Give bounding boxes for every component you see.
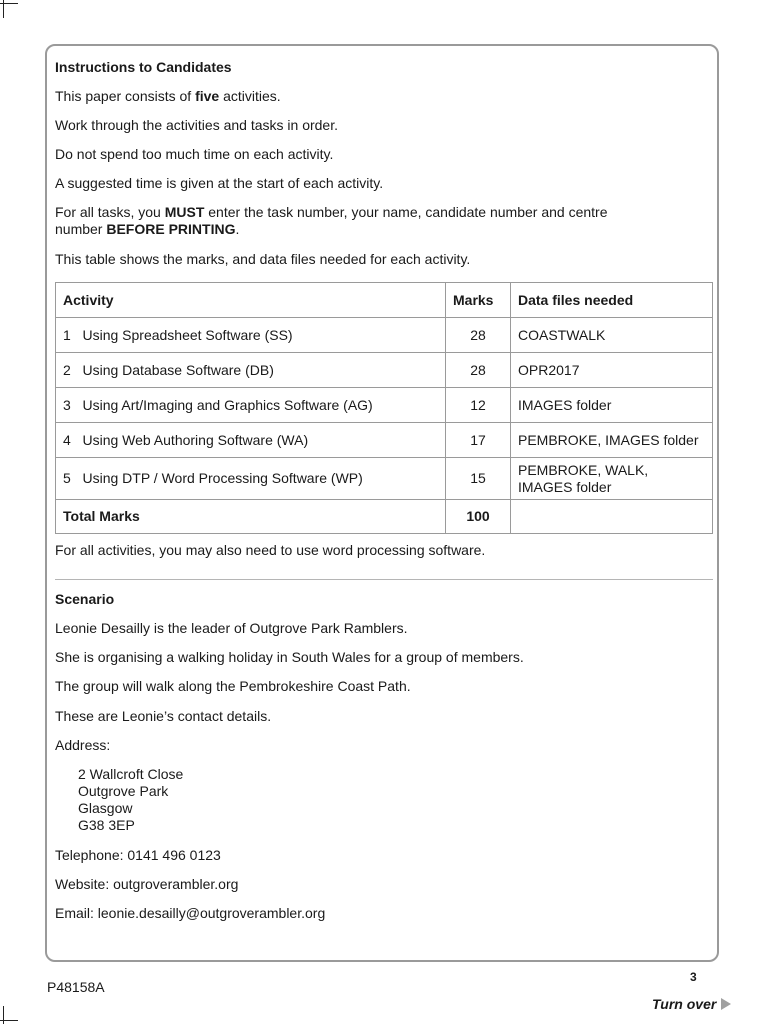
activities-table bbox=[55, 282, 713, 534]
instructions-line-2: Work through the activities and tasks in order. bbox=[55, 117, 338, 133]
scenario-line-2: She is organising a walking holiday in South Wales for a group of members. bbox=[55, 649, 524, 665]
address-block bbox=[78, 766, 183, 834]
turn-over-arrow-icon bbox=[721, 998, 731, 1010]
instructions-line-1: This paper consists of five activities. bbox=[55, 88, 281, 104]
turn-over-label: Turn over bbox=[652, 996, 717, 1012]
activity-cell: 5 Using DTP / Word Processing Software (WP) bbox=[56, 458, 446, 500]
address-line: 2 Wallcroft Close bbox=[78, 766, 184, 782]
table-row bbox=[56, 318, 713, 353]
instructions-heading: Instructions to Candidates bbox=[55, 59, 232, 75]
marks-cell: 12 bbox=[446, 388, 511, 423]
files-cell: IMAGES folder bbox=[511, 388, 713, 423]
header-data-files: Data files needed bbox=[511, 283, 713, 318]
instructions-line-6: This table shows the marks, and data files needed for each activity. bbox=[55, 251, 471, 267]
files-cell: COASTWALK bbox=[511, 318, 713, 353]
total-label: Total Marks bbox=[56, 500, 446, 534]
total-value: 100 bbox=[446, 500, 511, 534]
section-divider bbox=[55, 579, 713, 580]
instructions-line-3: Do not spend too much time on each activity. bbox=[55, 146, 334, 162]
scenario-line-3: The group will walk along the Pembrokeshire Coast Path. bbox=[55, 678, 411, 694]
crop-mark-bottom-left-h bbox=[0, 1020, 18, 1021]
address-line: Outgrove Park bbox=[78, 783, 169, 799]
website: Website: outgroverambler.org bbox=[55, 876, 239, 892]
after-table-note: For all activities, you may also need to use word processing software. bbox=[55, 542, 486, 558]
crop-mark-top-left-h bbox=[0, 3, 18, 4]
activity-cell: 4 Using Web Authoring Software (WA) bbox=[56, 423, 446, 458]
address-line: G38 3EP bbox=[78, 817, 135, 833]
scenario-line-1: Leonie Desailly is the leader of Outgrove Park Ramblers. bbox=[55, 620, 408, 636]
files-cell: PEMBROKE, WALK, IMAGES folder bbox=[511, 458, 713, 500]
marks-cell: 15 bbox=[446, 458, 511, 500]
paper-code: P48158A bbox=[47, 979, 105, 995]
crop-mark-bottom-left-v bbox=[3, 1006, 4, 1024]
marks-cell: 17 bbox=[446, 423, 511, 458]
table-row bbox=[56, 388, 713, 423]
address-line: Glasgow bbox=[78, 800, 133, 816]
activity-cell: 3 Using Art/Imaging and Graphics Software (AG) bbox=[56, 388, 446, 423]
page-number: 3 bbox=[690, 970, 697, 984]
total-empty-cell bbox=[511, 500, 713, 534]
instructions-line-4: A suggested time is given at the start of each activity. bbox=[55, 175, 384, 191]
activity-cell: 1 Using Spreadsheet Software (SS) bbox=[56, 318, 446, 353]
address-label: Address: bbox=[55, 737, 111, 753]
marks-cell: 28 bbox=[446, 353, 511, 388]
header-activity: Activity bbox=[56, 283, 446, 318]
table-header-row bbox=[56, 283, 713, 318]
table-row bbox=[56, 423, 713, 458]
table-row bbox=[56, 458, 713, 500]
table-total-row bbox=[56, 500, 713, 534]
email: Email: leonie.desailly@outgroverambler.org bbox=[55, 905, 326, 921]
scenario-heading: Scenario bbox=[55, 591, 115, 607]
scenario-line-4: These are Leonie’s contact details. bbox=[55, 708, 272, 724]
table-row bbox=[56, 353, 713, 388]
instructions-line-5: For all tasks, you MUST enter the task number, your name, candidate number and centre number BEFORE PRINTING. bbox=[55, 204, 608, 237]
marks-cell: 28 bbox=[446, 318, 511, 353]
activity-cell: 2 Using Database Software (DB) bbox=[56, 353, 446, 388]
files-cell: PEMBROKE, IMAGES folder bbox=[511, 423, 713, 458]
telephone: Telephone: 0141 496 0123 bbox=[55, 847, 221, 863]
header-marks: Marks bbox=[446, 283, 511, 318]
files-cell: OPR2017 bbox=[511, 353, 713, 388]
